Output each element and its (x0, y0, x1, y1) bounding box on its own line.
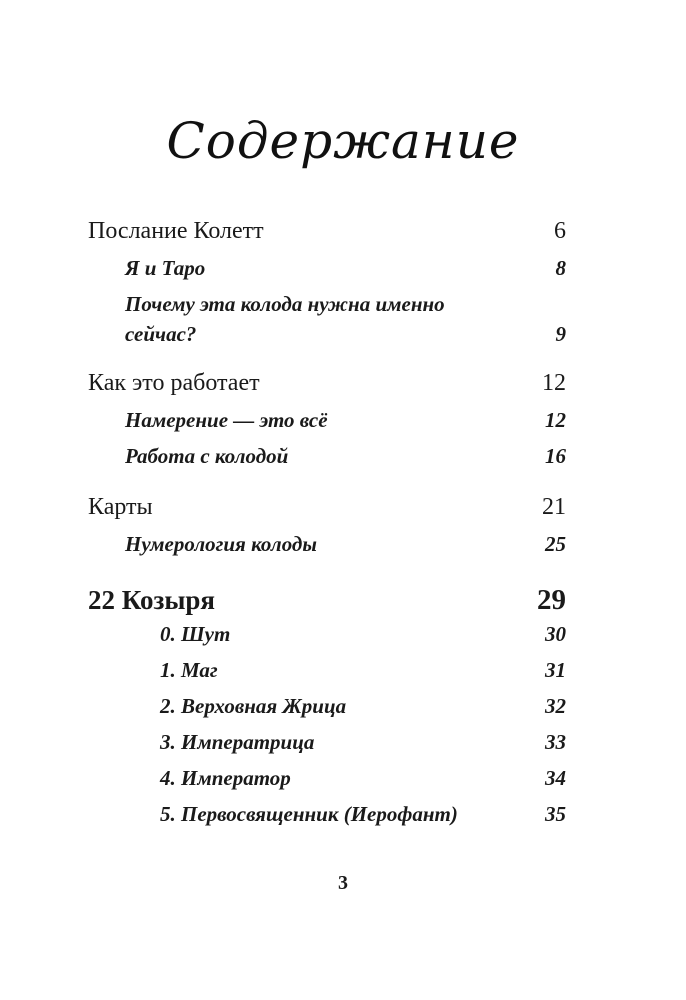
toc-subentry[interactable] (125, 256, 566, 281)
toc-entry-label: 4. Император (160, 766, 291, 790)
toc-subentry-continued[interactable] (125, 322, 566, 347)
toc-card-entry[interactable] (160, 622, 566, 647)
toc-subentry[interactable] (125, 292, 566, 317)
toc-card-entry[interactable] (160, 802, 566, 827)
toc-card-entry[interactable] (160, 766, 566, 791)
toc-entry-label: Карты (88, 494, 153, 520)
toc-entry-page: 16 (545, 444, 566, 468)
toc-subentry[interactable] (125, 408, 566, 433)
toc-entry-page: 12 (542, 370, 566, 396)
toc-entry-label: Намерение — это всё (125, 408, 328, 432)
toc-entry-label: 5. Первосвященник (Иерофант) (160, 802, 458, 826)
toc-entry-label: 1. Маг (160, 658, 218, 682)
toc-entry-page: 34 (545, 766, 566, 790)
toc-entry-page: 25 (545, 532, 566, 556)
toc-entry-label-line2: сейчас? (125, 322, 197, 346)
toc-entry-page: 6 (554, 218, 566, 244)
toc-entry-label: Как это работает (88, 370, 260, 396)
toc-entry-label: Я и Таро (125, 256, 206, 280)
toc-entry-page: 35 (545, 802, 566, 826)
toc-entry-label: Послание Колетт (88, 218, 264, 244)
toc-entry-page: 21 (542, 494, 566, 520)
toc-entry[interactable] (88, 218, 566, 245)
toc-subentry[interactable] (125, 444, 566, 469)
toc-entry[interactable] (88, 494, 566, 521)
toc-entry-page: 31 (545, 658, 566, 682)
page-title: Содержание (166, 112, 520, 170)
toc-entry-page: 32 (545, 694, 566, 718)
toc-entry-page: 30 (545, 622, 566, 646)
toc-entry-label: 22 Козыря (88, 585, 216, 615)
toc-card-entry[interactable] (160, 658, 566, 683)
page-number: 3 (338, 872, 348, 894)
toc-entry-page: 29 (537, 584, 566, 616)
toc-entry-page: 33 (545, 730, 566, 754)
toc-entry-label: 0. Шут (160, 622, 231, 646)
toc-entry-label-line1: Почему эта колода нужна именно (125, 292, 445, 316)
toc-subentry[interactable] (125, 532, 566, 557)
toc-entry-page: 8 (555, 256, 566, 280)
toc-entry-page: 9 (555, 322, 566, 346)
toc-entry[interactable] (88, 370, 566, 397)
toc-card-entry[interactable] (160, 730, 566, 755)
toc-entry-label: 2. Верховная Жрица (160, 694, 347, 718)
toc-entry-label: Нумерология колоды (125, 532, 317, 556)
toc-card-entry[interactable] (160, 694, 566, 719)
toc-entry-label: Работа с колодой (125, 444, 289, 468)
toc-entry-page: 12 (545, 408, 566, 432)
toc-entry-label: 3. Императрица (160, 730, 315, 754)
toc-major-entry[interactable] (88, 584, 566, 617)
